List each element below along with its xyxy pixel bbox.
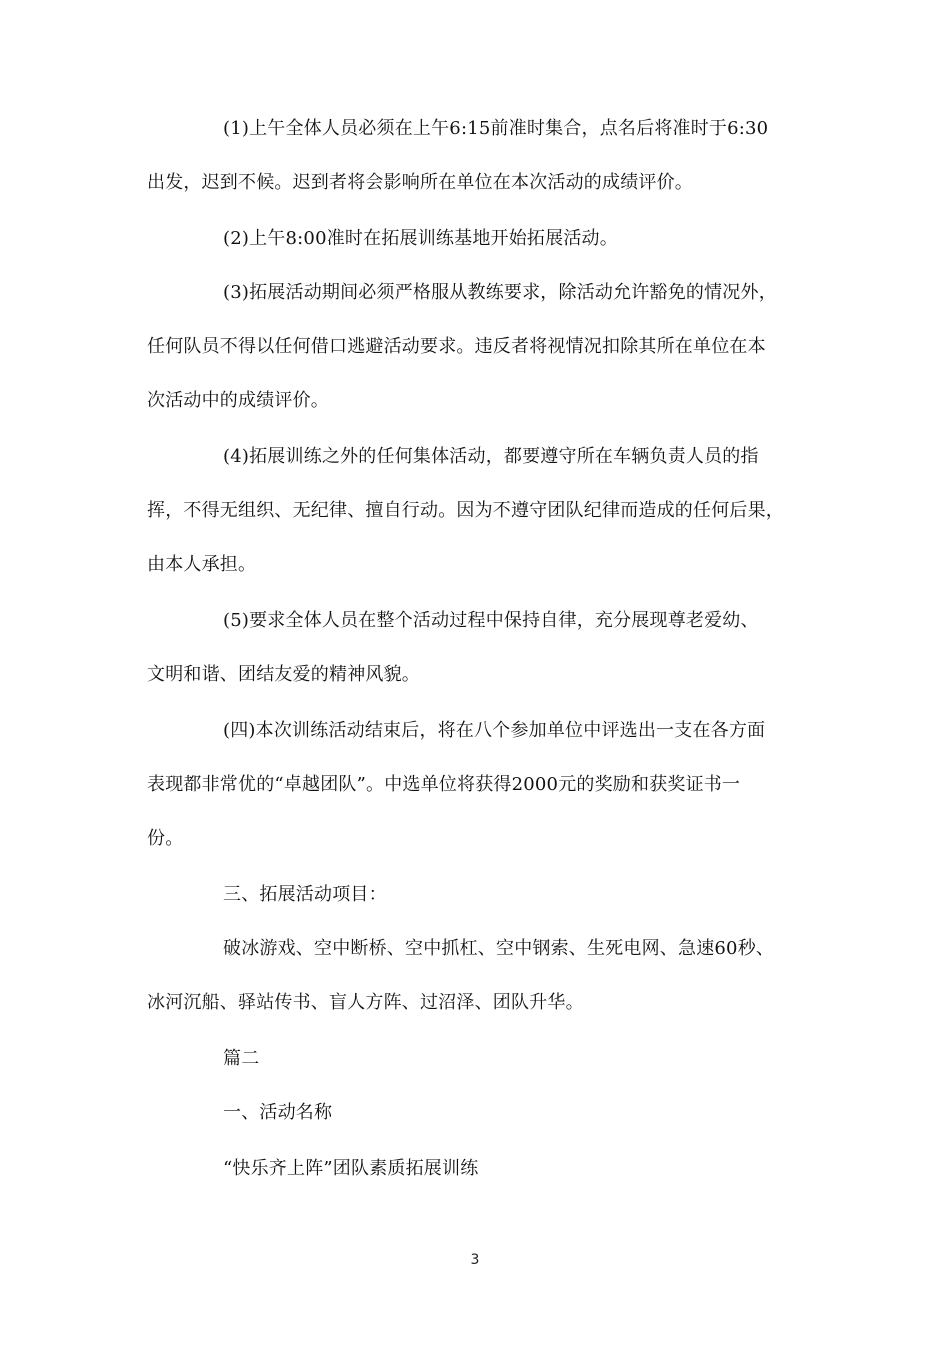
paragraph-activity-title	[147, 1142, 807, 1196]
text-line: 表现都非常优的“卓越团队”。中选单位将获得2000元的奖励和获奖证书一	[147, 774, 741, 795]
paragraph-rule-5	[147, 594, 807, 702]
text-line: (2)上午8:00准时在拓展训练基地开始拓展活动。	[223, 228, 618, 249]
text-line: 篇二	[223, 1048, 260, 1069]
text-line: (1)上午全体人员必须在上午6:15前准时集合，点名后将准时于6:30	[223, 118, 769, 139]
text-line: (4)拓展训练之外的任何集体活动，都要遵守所在车辆负责人员的指	[223, 446, 759, 467]
text-line: 次活动中的成绩评价。	[147, 390, 329, 411]
text-line: 破冰游戏、空中断桥、空中抓杠、空中钢索、生死电网、急速60秒、	[223, 938, 775, 959]
text-line: (四)本次训练活动结束后，将在八个参加单位中评选出一支在各方面	[223, 720, 766, 741]
page-number: 3	[470, 1252, 480, 1268]
text-line: (5)要求全体人员在整个活动过程中保持自律，充分展现尊老爱幼、	[223, 610, 759, 631]
paragraph-award	[147, 704, 807, 866]
text-line: 文明和谐、团结友爱的精神风貌。	[147, 664, 420, 685]
text-line: 挥，不得无组织、无纪律、擅自行动。因为不遵守团队纪律而造成的任何后果，	[147, 500, 784, 521]
text-line: 三、拓展活动项目：	[223, 884, 387, 905]
paragraph-activity-list	[147, 922, 807, 1030]
paragraph-rule-4	[147, 430, 807, 592]
text-line: 份。	[147, 828, 184, 849]
text-line: 任何队员不得以任何借口逃避活动要求。违反者将视情况扣除其所在单位在本	[147, 336, 766, 357]
text-line: 冰河沉船、驿站传书、盲人方阵、过沼泽、团队升华。	[147, 992, 584, 1013]
text-line: “快乐齐上阵”团队素质拓展训练	[223, 1158, 479, 1179]
section-heading-activities	[147, 868, 807, 922]
paragraph-rule-2	[147, 212, 807, 266]
section-heading-activity-name	[147, 1086, 807, 1140]
text-line: 由本人承担。	[147, 554, 257, 575]
section-heading-part-two	[147, 1032, 807, 1086]
text-line: (3)拓展活动期间必须严格服从教练要求，除活动允许豁免的情况外，	[223, 282, 777, 303]
text-line: 出发，迟到不候。迟到者将会影响所在单位在本次活动的成绩评价。	[147, 172, 693, 193]
paragraph-rule-1	[147, 102, 807, 210]
text-line: 一、活动名称	[223, 1102, 333, 1123]
paragraph-rule-3	[147, 266, 807, 428]
